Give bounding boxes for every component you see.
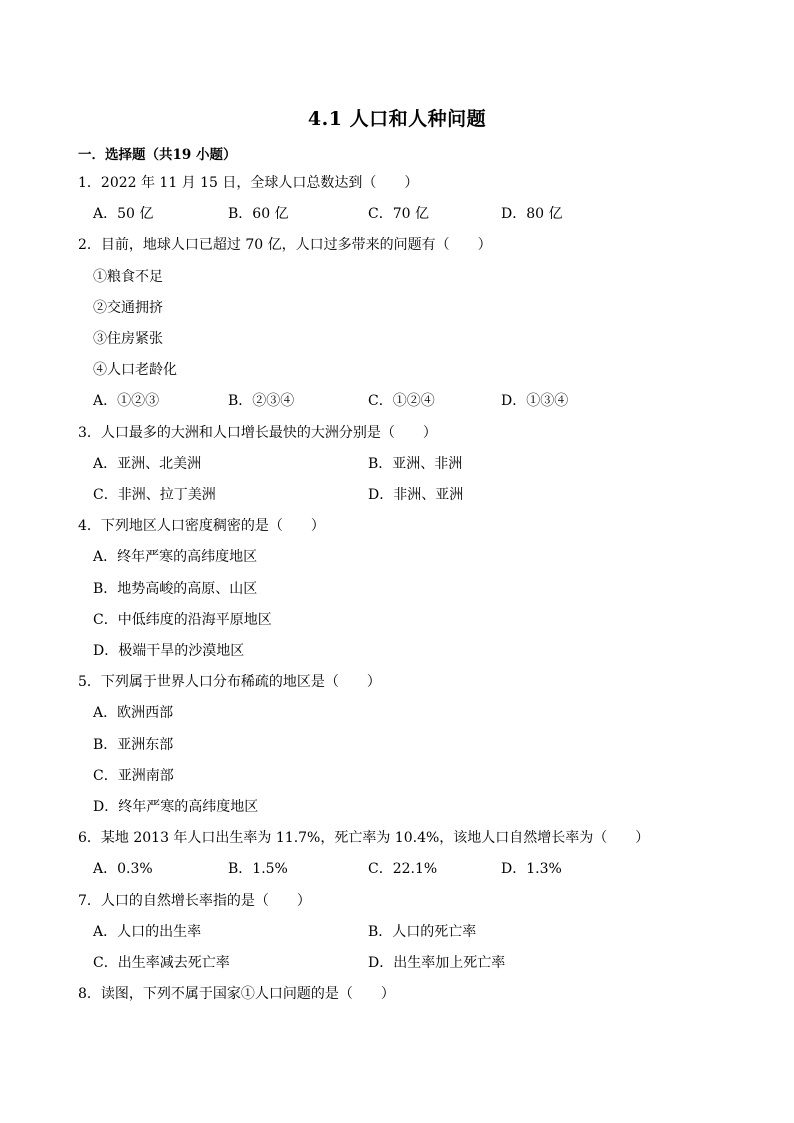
question-3-option-a: A．亚洲、北美洲 <box>93 456 202 472</box>
question-5-option-b: B．亚洲东部 <box>93 737 174 753</box>
question-4-option-d: D．极端干旱的沙漠地区 <box>93 643 245 659</box>
question-7-stem: 7．人口的自然增长率指的是（ ） <box>78 893 311 909</box>
question-4-option-c: C．中低纬度的沿海平原地区 <box>93 612 272 628</box>
question-8-stem: 8．读图，下列不属于国家①人口问题的是（ ） <box>78 986 395 1002</box>
question-2-item-3: ③住房紧张 <box>93 331 163 347</box>
question-7-option-c: C．出生率减去死亡率 <box>93 955 230 971</box>
question-6-option-a: A．0.3% <box>93 861 153 877</box>
question-7-option-d: D．出生率加上死亡率 <box>368 955 506 971</box>
question-6-option-d: D．1.3% <box>501 861 562 877</box>
question-2-option-a: A．①②③ <box>93 393 160 409</box>
question-5-stem: 5．下列属于世界人口分布稀疏的地区是（ ） <box>78 674 381 690</box>
question-1-option-a: A．50 亿 <box>93 206 154 222</box>
question-2-item-4: ④人口老龄化 <box>93 362 177 378</box>
question-6-stem: 6．某地 2013 年人口出生率为 11.7%，死亡率为 10.4%，该地人口自然增长率为（ ） <box>78 830 650 846</box>
question-2-option-d: D．①③④ <box>501 393 569 409</box>
question-5-option-c: C．亚洲南部 <box>93 768 174 784</box>
question-3-option-b: B．亚洲、非洲 <box>368 456 463 472</box>
question-2-option-c: C．①②④ <box>368 393 435 409</box>
question-4-stem: 4．下列地区人口密度稠密的是（ ） <box>78 518 325 534</box>
question-5-option-a: A．欧洲西部 <box>93 705 174 721</box>
question-4-option-b: B．地势高峻的高原、山区 <box>93 581 258 597</box>
question-6-option-b: B．1.5% <box>228 861 288 877</box>
question-4-option-a: A．终年严寒的高纬度地区 <box>93 549 258 565</box>
question-6-option-c: C．22.1% <box>368 861 438 877</box>
question-1-option-b: B．60 亿 <box>228 206 289 222</box>
question-3-stem: 3．人口最多的大洲和人口增长最快的大洲分别是（ ） <box>78 425 437 441</box>
question-3-option-d: D．非洲、亚洲 <box>368 487 464 503</box>
question-5-option-d: D．终年严寒的高纬度地区 <box>93 799 259 815</box>
question-1-stem: 1．2022 年 11 月 15 日，全球人口总数达到（ ） <box>78 175 419 191</box>
question-2-stem: 2．目前，地球人口已超过 70 亿，人口过多带来的问题有（ ） <box>78 237 492 253</box>
question-2-item-1: ①粮食不足 <box>93 269 163 285</box>
question-2-item-2: ②交通拥挤 <box>93 300 163 316</box>
question-2-option-b: B．②③④ <box>228 393 295 409</box>
question-1-option-d: D．80 亿 <box>501 206 563 222</box>
page-title: 4.1 人口和人种问题 <box>307 108 487 130</box>
question-7-option-a: A．人口的出生率 <box>93 924 202 940</box>
question-1-option-c: C．70 亿 <box>368 206 429 222</box>
question-3-option-c: C．非洲、拉丁美洲 <box>93 487 216 503</box>
section-heading: 一．选择题（共19 小题） <box>78 147 237 163</box>
question-7-option-b: B．人口的死亡率 <box>368 924 477 940</box>
